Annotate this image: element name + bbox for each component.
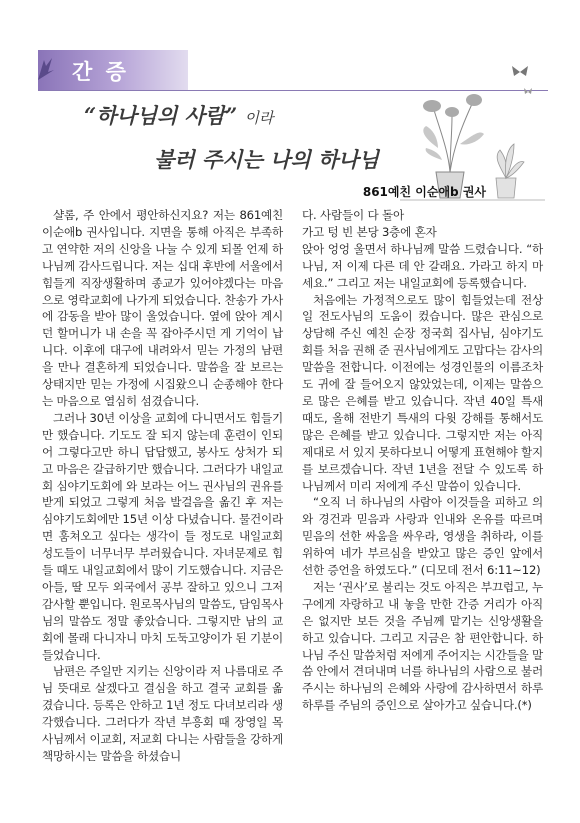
paragraph: 다. 사람들이 다 돌아 가고 텅 빈 본당 3층에 혼자 앉아 엉엉 울면서 하나님께 말씀 드렸습니다. “하나님, 저 이제 다른 데 안 갈래요. 가라고 하지 마세요.” 그리고 저는 내일교회에 등록했습니다.	[302, 208, 543, 290]
paragraph: 처음에는 가정적으로도 많이 힘들었는데 전상일 전도사님의 도움이 컸습니다. 많은 관심으로 상담해 주신 예친 순장 정국희 집사님, 심야기도회를 처음 권해 준 권사님에게도 고맙다는 감사의 말씀을 전합니다. 이전에는 성경인물의 이름조차도 귀에 잘 들어오지 않았었는데, 이제는 말씀으로 많은 은혜를 받고 있습니다. 작년 40일 특새 때도, 올해 전반기 특새의 다윗 강해를 통해서도 많은 은혜를 받고 있습니다. 그렇지만 저는 아직 제대로 서 있지 못하다보니 어떻게 표현해야 할지를 보르겠습니다. 작년 1년을 전달 수 있도록 하나님께서 미리 저에게 주신 말씀이 있습니다.	[302, 292, 543, 493]
butterfly-icon	[512, 66, 528, 76]
section-header	[38, 50, 188, 90]
paragraph: 남편은 주일만 지키는 신앙이라 저 나름대로 주님 뜻대로 살겠다고 결심을 하고 결국 교회를 옮겼습니다. 등록은 안하고 1년 정도 다녀보리라 생각했습니다. 그러다가 작년 부흥회 때 장영일 목사님께서 이교회, 저교회 다니는 사람들을 강하게 책망하시는 말씀을 하셨습니	[42, 664, 283, 763]
headline-main: “하나님의 사람”	[84, 103, 238, 128]
left-column	[42, 207, 283, 765]
paragraph: 그러나 30년 이상을 교회에 다니면서도 힘들기만 했습니다. 기도도 잘 되지 않는데 훈련이 인되어 그렇다고만 하니 답답했고, 봉사도 상처가 되고 마음은 갈급하기만 했습니다. 그러다가 내일교회 심야기도회에 와 보라는 어느 권사님의 권유를 받게 되었고 그렇게 처음 발걸음을 옮긴 후 저는 심야기도회에만 15년 이상 다녔습니다. 물건이라면 훔쳐오고 싶다는 생각이 들 정도로 내일교회 성도들이 너무너무 부러웠습니다. 자녀문제로 힘들 때도 내일교회에서 많이 기도했습니다. 지금은 아들, 딸 모두 외국에서 공부 잘하고 있으니 그저 감사할 뿐입니다. 원로목사님의 말씀도, 담임목사님의 말씀도 정말 좋았습니다. 그렇지만 남의 교회에 몰래 다니자니 마치 도둑고양이가 된 기분이 들었습니다.	[42, 410, 283, 662]
section-title: 간 증	[72, 60, 129, 84]
headline-suffix: 이라	[244, 109, 274, 127]
right-column	[302, 207, 543, 714]
flower-icon	[34, 56, 56, 82]
paragraph: 샬롬, 주 안에서 평안하신지요? 저는 861예친 이순애b 권사입니다. 지면을 통해 아직은 부족하고 연약한 저의 신앙을 나눌 수 있게 되몰 언제 하나님께 감사드립니다. 저는 십대 후반에 서울에서 힘들게 직장생활하며 종교가 있어야겠다는 마음으로 영락교회에 나가게 되었습니다. 찬송가 가사에 감동을 받아 많이 울었습니다. 옆에 앉아 계시던 할머니가 내 손을 꼭 잡아주시던 게 기억이 납니다. 이후에 대구에 내려와서 믿는 가정의 남편을 만나 결혼하게 되었습니다. 말씀을 잘 보르는 상태지만 믿는 가정에 시집왔으니 순종해야 한다는 마음으로 열심히 섬겼습니다.	[42, 208, 283, 408]
headline-line2: 불러 주시는 나의 하나님	[154, 147, 379, 172]
headline-line1	[84, 100, 273, 130]
author-byline: 861예친 이순애b 권사	[362, 185, 486, 199]
paragraph: “오직 너 하나님의 사람아 이것들을 피하고 의와 경건과 믿음과 사랑과 인내와 온유를 따르며 믿음의 선한 싸움을 싸우라, 영생을 취하라, 이를 위하여 네가 부르심을 받았고 많은 증인 앞에서 선한 증언을 하였도다.” (디모데 전서 6:11~12)	[302, 495, 543, 578]
paragraph: 저는 ‘권사’로 불리는 것도 아직은 부끄럽고, 누구에게 자랑하고 내 놓을 만한 간증 거리가 아직은 없지만 보든 것을 주님께 맡기는 신앙생활을 하고 있습니다. 그리고 지금은 참 편안합니다. 하나님 주신 말씀처럼 저에게 주어지는 시간들을 말씀 안에서 견뎌내며 너를 하나님의 사람으로 불러주시는 하나님의 은혜와 사랑에 감사하면서 하루하루를 주님의 증인으로 살아가고 싶습니다.(*)	[302, 579, 543, 713]
